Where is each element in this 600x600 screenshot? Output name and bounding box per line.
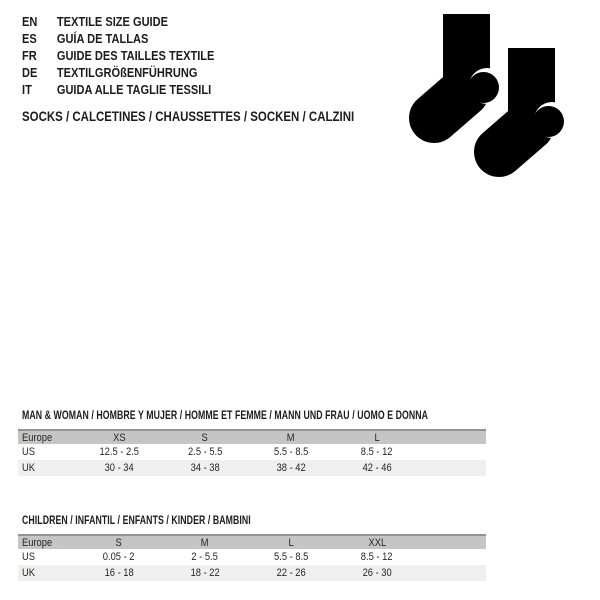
- language-code: IT: [22, 82, 32, 97]
- header-cell-size: XS: [112, 431, 126, 444]
- header-cell-filler: [420, 536, 486, 549]
- size-value-cell: 2.5 - 5.5: [187, 446, 223, 458]
- size-value-cell: 22 - 26: [276, 567, 306, 579]
- size-value-cell: 12.5 - 2.5: [99, 446, 139, 458]
- header-cell-size: M: [287, 431, 295, 444]
- size-value-cell: 8.5 - 12: [361, 551, 393, 563]
- size-table-man-woman: [18, 429, 486, 476]
- language-code: EN: [22, 14, 38, 29]
- size-value-cell: 38 - 42: [276, 462, 306, 474]
- language-code: FR: [22, 48, 37, 63]
- table-title-children: [22, 511, 323, 525]
- table-row-us: [18, 549, 486, 565]
- language-label: GUÍA DE TALLAS: [56, 31, 149, 46]
- header-cell-size: S: [115, 536, 123, 549]
- language-code: DE: [22, 65, 38, 80]
- language-row-it: [22, 81, 248, 98]
- row-filler: [420, 549, 486, 565]
- size-table-children: [18, 534, 486, 581]
- header-cell-size: S: [201, 431, 209, 444]
- table-header-row: [18, 534, 486, 549]
- category-title-text: SOCKS / CALCETINES / CHAUSSETTES / SOCKEN / CALZINI: [22, 109, 355, 124]
- language-row-es: [22, 30, 248, 47]
- language-row-en: [22, 13, 248, 30]
- row-region-cell: UK: [22, 567, 35, 579]
- table-header-row: [18, 429, 486, 444]
- size-value-cell: 8.5 - 12: [361, 446, 393, 458]
- header-cell-size: L: [374, 431, 380, 444]
- size-value-cell: 26 - 30: [362, 567, 392, 579]
- header-cell-region: Europe: [22, 536, 53, 549]
- category-title: [22, 109, 413, 126]
- row-region-cell: UK: [22, 462, 35, 474]
- table-row-uk: [18, 460, 486, 476]
- size-value-cell: 30 - 34: [104, 462, 134, 474]
- row-filler: [420, 565, 486, 581]
- language-label: TEXTILGRÖßENFÜHRUNG: [56, 65, 198, 80]
- size-value-cell: 42 - 46: [362, 462, 392, 474]
- sock-back: [434, 14, 505, 118]
- language-list: [22, 13, 248, 98]
- header-cell-size: M: [201, 536, 209, 549]
- language-row-de: [22, 64, 248, 81]
- language-label: TEXTILE SIZE GUIDE: [56, 14, 168, 29]
- language-label: GUIDE DES TAILLES TEXTILE: [56, 48, 215, 63]
- size-value-cell: 18 - 22: [190, 567, 220, 579]
- size-value-cell: 16 - 18: [104, 567, 134, 579]
- size-value-cell: 5.5 - 8.5: [273, 446, 309, 458]
- size-value-cell: 34 - 38: [190, 462, 220, 474]
- row-region-cell: US: [22, 551, 35, 563]
- header-cell-filler: [420, 431, 486, 444]
- table-title-text: MAN & WOMAN / HOMBRE Y MUJER / HOMME ET FEMME / MANN UND FRAU / UOMO E DONNA: [22, 410, 429, 422]
- row-filler: [420, 460, 486, 476]
- table-row-us: [18, 444, 486, 460]
- sock-front: [499, 43, 570, 152]
- language-code: ES: [22, 31, 37, 46]
- table-row-uk: [18, 565, 486, 581]
- size-value-cell: 0.05 - 2: [103, 551, 135, 563]
- table-title-text: CHILDREN / INFANTIL / ENFANTS / KINDER / BAMBINI: [22, 515, 251, 527]
- header-cell-region: Europe: [22, 431, 53, 444]
- row-region-cell: US: [22, 446, 35, 458]
- size-value-cell: 5.5 - 8.5: [273, 551, 309, 563]
- header-cell-size: L: [288, 536, 294, 549]
- table-title-man-woman: [22, 406, 556, 420]
- header-cell-size: XXL: [368, 536, 386, 549]
- size-value-cell: 2 - 5.5: [191, 551, 219, 563]
- socks-icon: [398, 10, 573, 180]
- language-row-fr: [22, 47, 248, 64]
- language-label: GUIDA ALLE TAGLIE TESSILI: [56, 82, 212, 97]
- row-filler: [420, 444, 486, 460]
